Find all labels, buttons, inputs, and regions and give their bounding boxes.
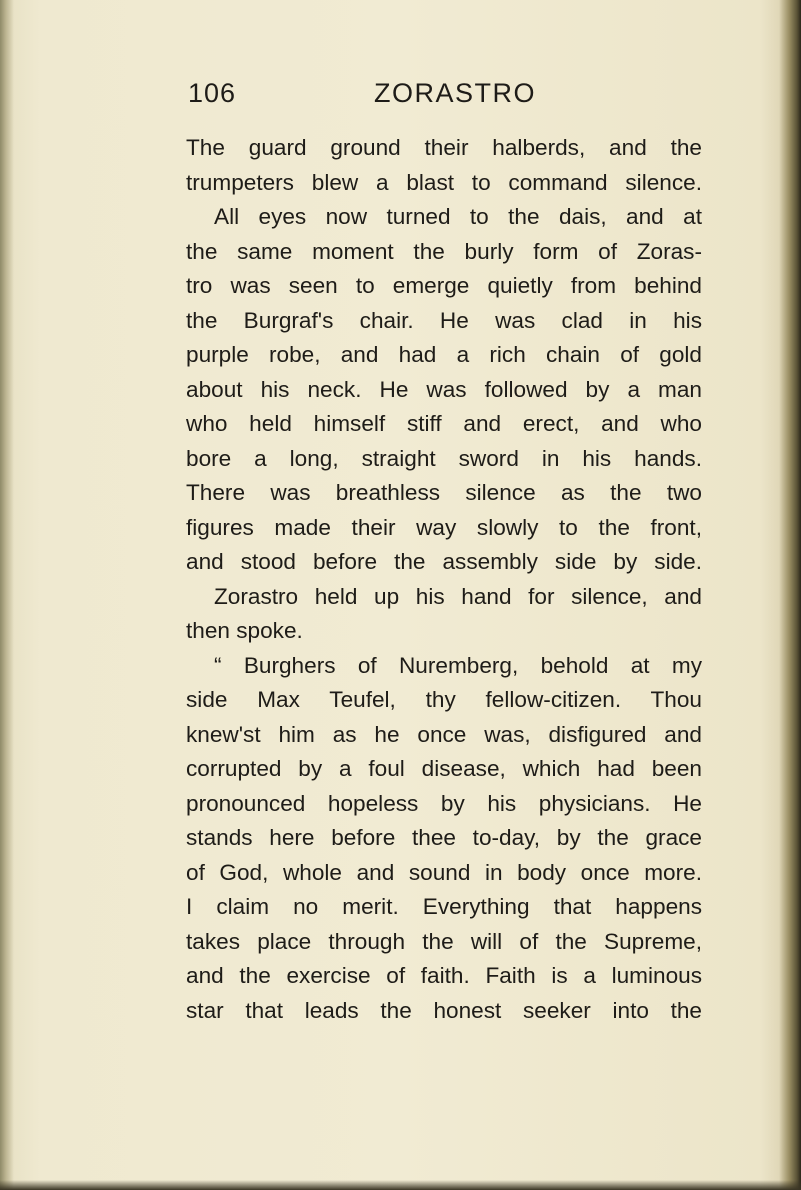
text-line: takes place through the will of the Supreme, [186, 928, 702, 954]
text-line: All eyes now turned to the dais, and at [214, 204, 702, 229]
text-line: trumpeters blew a blast to command silence. [186, 169, 702, 195]
text-line: about his neck. He was followed by a man [186, 376, 702, 402]
text-line: star that leads the honest seeker into the [186, 997, 702, 1023]
text-line: the same moment the burly form of Zoras- [186, 238, 702, 264]
page-bottom-shadow [0, 1180, 801, 1190]
text-line: and stood before the assembly side by side. [186, 549, 702, 574]
page-gutter-shadow [0, 0, 14, 1190]
text-line: I claim no merit. Everything that happens [186, 894, 702, 919]
text-line: purple robe, and had a rich chain of gold [186, 342, 702, 367]
text-line: stands here before thee to-day, by the grace [186, 825, 702, 850]
text-line: The guard ground their halberds, and the [186, 135, 702, 160]
text-line: bore a long, straight sword in his hands. [186, 445, 702, 471]
text-line: corrupted by a foul disease, which had been [186, 756, 702, 781]
body-text [186, 131, 702, 1028]
text-line: Zorastro held up his hand for silence, and [214, 583, 702, 609]
text-line: who held himself stiff and erect, and who [186, 411, 702, 436]
text-line: pronounced hopeless by his physicians. He [186, 790, 702, 816]
text-line: figures made their way slowly to the front, [186, 514, 702, 540]
text-line: “ Burghers of Nuremberg, behold at my [214, 652, 702, 678]
page-edge-shadow [779, 0, 801, 1190]
running-header [188, 78, 608, 112]
text-line: of God, whole and sound in body once more. [186, 859, 702, 885]
text-line: the Burgraf's chair. He was clad in his [186, 307, 702, 333]
text-line: side Max Teufel, thy fellow-citizen. Thou [186, 687, 702, 712]
text-line: There was breathless silence as the two [186, 480, 702, 505]
text-line: then spoke. [186, 618, 303, 643]
text-line: knew'st him as he once was, disfigured and [186, 721, 702, 747]
page-number: 106 [188, 78, 237, 108]
text-line: tro was seen to emerge quietly from behind [186, 273, 702, 298]
running-title: ZORASTRO [374, 78, 537, 108]
text-line: and the exercise of faith. Faith is a luminous [186, 963, 702, 988]
